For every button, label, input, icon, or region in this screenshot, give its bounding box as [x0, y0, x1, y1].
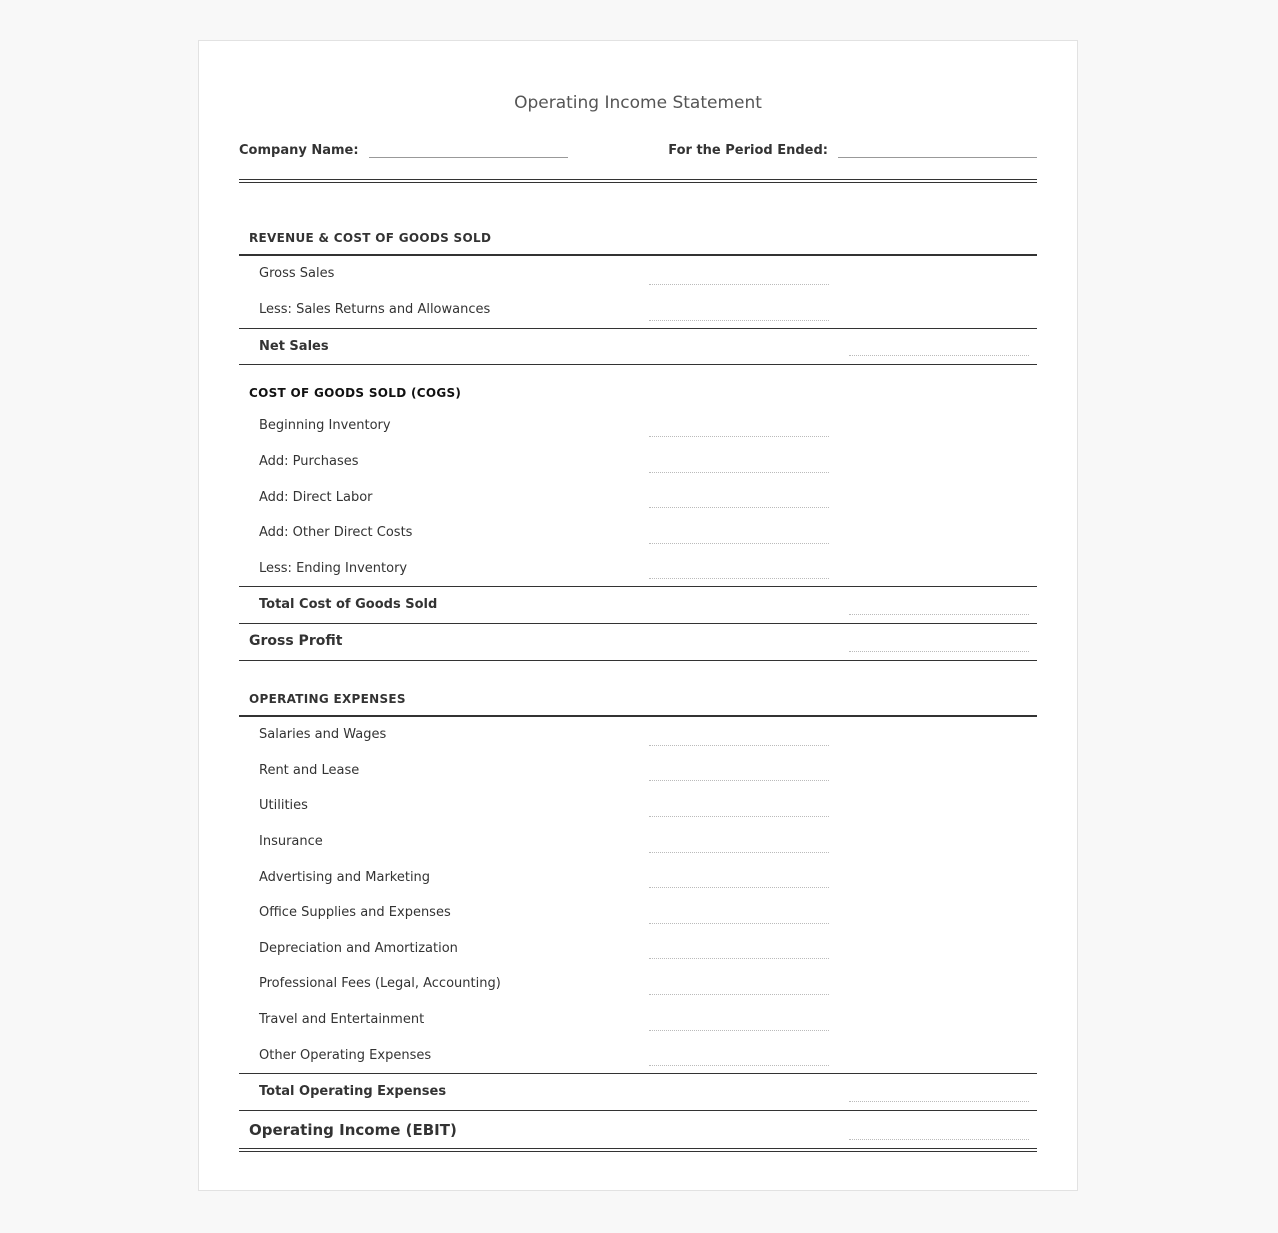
subtotal-rule: [239, 328, 1037, 329]
total-blank[interactable]: [849, 354, 1029, 356]
line-item-label: Beginning Inventory: [259, 418, 391, 433]
line-item-label: Office Supplies and Expenses: [259, 905, 451, 920]
amount-blank[interactable]: [649, 922, 829, 924]
subtotal-rule: [239, 660, 1037, 661]
amount-blank[interactable]: [649, 1064, 829, 1066]
amount-blank[interactable]: [649, 319, 829, 321]
line-item-label: Gross Sales: [259, 266, 335, 281]
subtotal-rule: [239, 623, 1037, 624]
total-blank[interactable]: [849, 1100, 1029, 1102]
subtotal-rule: [239, 586, 1037, 587]
amount-blank[interactable]: [649, 471, 829, 473]
line-item-label: Add: Direct Labor: [259, 490, 373, 505]
amount-blank[interactable]: [649, 506, 829, 508]
cogs-heading: COST OF GOODS SOLD (COGS): [249, 386, 462, 400]
line-item-label: Less: Sales Returns and Allowances: [259, 302, 491, 317]
amount-blank[interactable]: [649, 993, 829, 995]
line-item-label: Add: Purchases: [259, 454, 359, 469]
amount-blank[interactable]: [649, 577, 829, 579]
period-ended-field: [668, 139, 1037, 158]
total-opex-label: Total Operating Expenses: [259, 1084, 447, 1099]
amount-blank[interactable]: [649, 851, 829, 853]
total-blank[interactable]: [849, 613, 1029, 615]
line-item-label: Professional Fees (Legal, Accounting): [259, 976, 501, 991]
amount-blank[interactable]: [649, 542, 829, 544]
amount-blank[interactable]: [649, 283, 829, 285]
statement-page: [198, 40, 1078, 1191]
amount-blank[interactable]: [649, 886, 829, 888]
amount-blank[interactable]: [649, 744, 829, 746]
line-item-label: Insurance: [259, 834, 323, 849]
revenue-heading-rule: [239, 254, 1037, 256]
subtotal-rule: [239, 1110, 1037, 1111]
period-ended-blank[interactable]: [838, 139, 1037, 158]
amount-blank[interactable]: [649, 1029, 829, 1031]
total-blank[interactable]: [849, 1138, 1029, 1140]
revenue-heading: REVENUE & COST OF GOODS SOLD: [249, 231, 492, 245]
header-double-rule: [239, 179, 1037, 183]
line-item-label: Travel and Entertainment: [259, 1012, 425, 1027]
total-cogs-label: Total Cost of Goods Sold: [259, 597, 438, 612]
line-item-label: Less: Ending Inventory: [259, 561, 408, 576]
ebit-label: Operating Income (EBIT): [249, 1121, 457, 1139]
company-name-label: Company Name:: [239, 143, 359, 158]
net-sales-label: Net Sales: [259, 339, 329, 354]
line-item-label: Advertising and Marketing: [259, 870, 431, 885]
period-ended-label: For the Period Ended:: [668, 143, 828, 158]
amount-blank[interactable]: [649, 435, 829, 437]
amount-blank[interactable]: [649, 779, 829, 781]
total-blank[interactable]: [849, 650, 1029, 652]
company-name-blank[interactable]: [369, 139, 568, 158]
subtotal-rule: [239, 1073, 1037, 1074]
subtotal-rule: [239, 364, 1037, 365]
page-title: Operating Income Statement: [514, 93, 762, 113]
company-name-field: [239, 139, 568, 158]
gross-profit-label: Gross Profit: [249, 633, 343, 649]
line-item-label: Add: Other Direct Costs: [259, 525, 413, 540]
line-item-label: Rent and Lease: [259, 763, 360, 778]
amount-blank[interactable]: [649, 957, 829, 959]
ebit-double-rule: [239, 1148, 1037, 1152]
line-item-label: Depreciation and Amortization: [259, 941, 458, 956]
opex-heading: OPERATING EXPENSES: [249, 692, 406, 706]
line-item-label: Other Operating Expenses: [259, 1048, 432, 1063]
amount-blank[interactable]: [649, 815, 829, 817]
line-item-label: Utilities: [259, 798, 308, 813]
opex-heading-rule: [239, 715, 1037, 717]
line-item-label: Salaries and Wages: [259, 727, 387, 742]
